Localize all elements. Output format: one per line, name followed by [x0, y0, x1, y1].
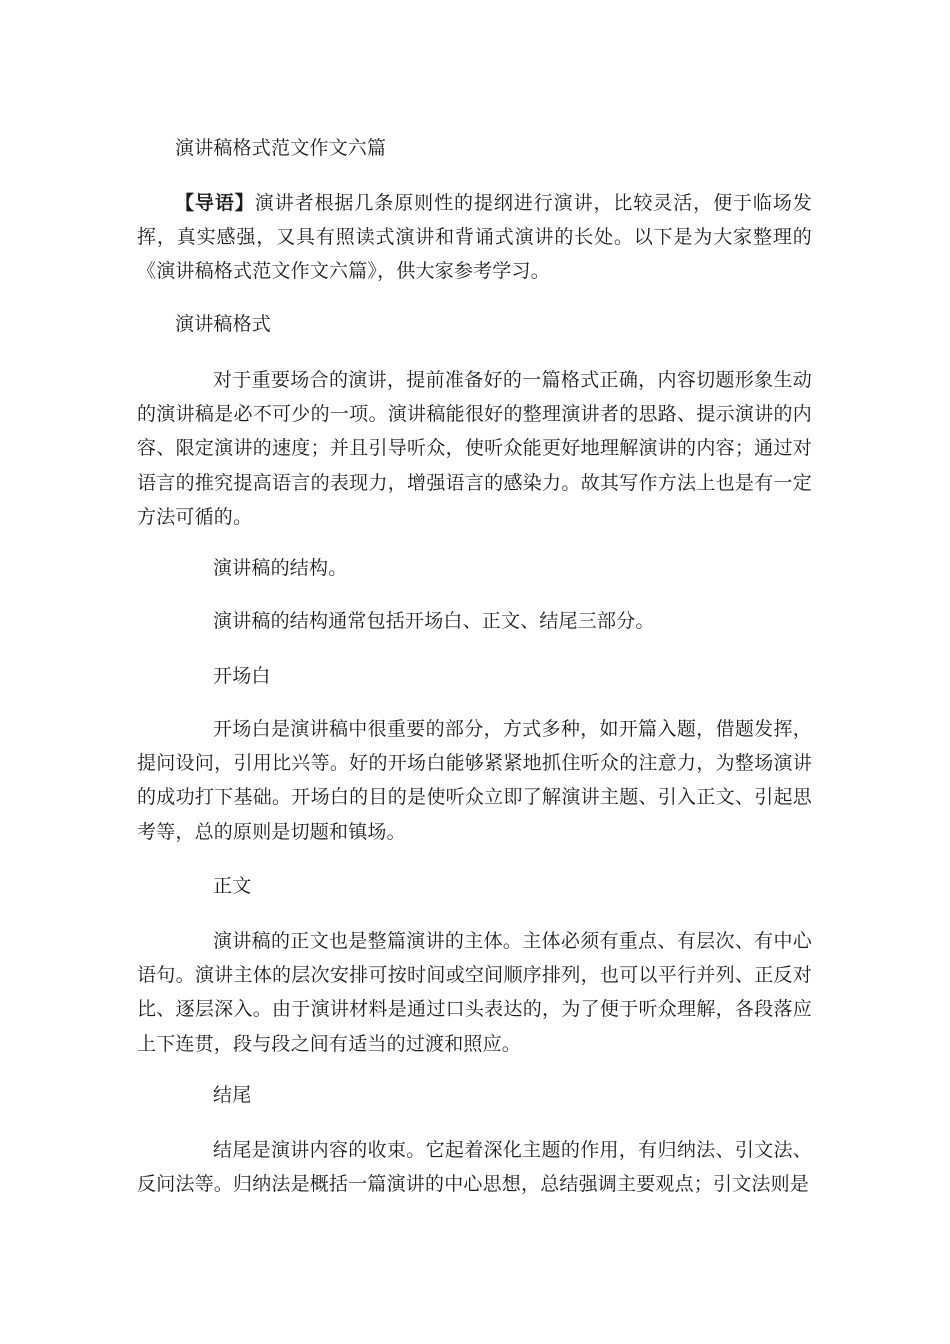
opening-paragraph: 开场白是演讲稿中很重要的部分，方式多种，如开篇入题，借题发挥，提问设问，引用比兴等。好的开场白能够紧紧地抓住听众的注意力，为整场演讲的成功打下基础。开场白的目的是使听众立即了解演讲主题、引入正文、引起思考等，总的原则是切题和镇场。: [137, 718, 812, 843]
structure-text: 演讲稿的结构通常包括开场白、正文、结尾三部分。: [213, 610, 655, 632]
document-title: 演讲稿格式范文作文六篇: [175, 137, 387, 159]
format-paragraph: 对于重要场合的演讲，提前准备好的一篇格式正确，内容切题形象生动的演讲稿是必不可少的一项。演讲稿能很好的整理演讲者的思路、提示演讲的内容、限定演讲的速度；并且引导听众，使听众能更好地理解演讲的内容；通过对语言的推究提高语言的表现力，增强语言的感染力。故其写作方法上也是有一定方法可循的。: [137, 369, 812, 528]
intro-paragraph: [137, 186, 812, 289]
structure-heading: 演讲稿的结构。: [213, 557, 348, 579]
intro-text: 演讲者根据几条原则性的提纲进行演讲，比较灵活，便于临场发挥，真实感强，又具有照读式演讲和背诵式演讲的长处。以下是为大家整理的《演讲稿格式范文作文六篇》，供大家参考学习。: [137, 192, 812, 283]
body-heading: 正文: [213, 875, 252, 897]
ending-paragraph: 结尾是演讲内容的收束。它起着深化主题的作用，有归纳法、引文法、反问法等。归纳法是概括一篇演讲的中心思想，总结强调主要观点；引文法则是: [137, 1139, 812, 1196]
ending-heading: 结尾: [213, 1084, 252, 1106]
section-heading: 演讲稿格式: [175, 313, 272, 335]
intro-tag: 【导语】: [175, 192, 255, 214]
opening-heading: 开场白: [213, 665, 271, 687]
body-paragraph: 演讲稿的正文也是整篇演讲的主体。主体必须有重点、有层次、有中心语句。演讲主体的层次安排可按时间或空间顺序排列，也可以平行并列、正反对比、逐层深入。由于演讲材料是通过口头表达的，为了便于听众理解，各段落应上下连贯，段与段之间有适当的过渡和照应。: [137, 930, 812, 1055]
